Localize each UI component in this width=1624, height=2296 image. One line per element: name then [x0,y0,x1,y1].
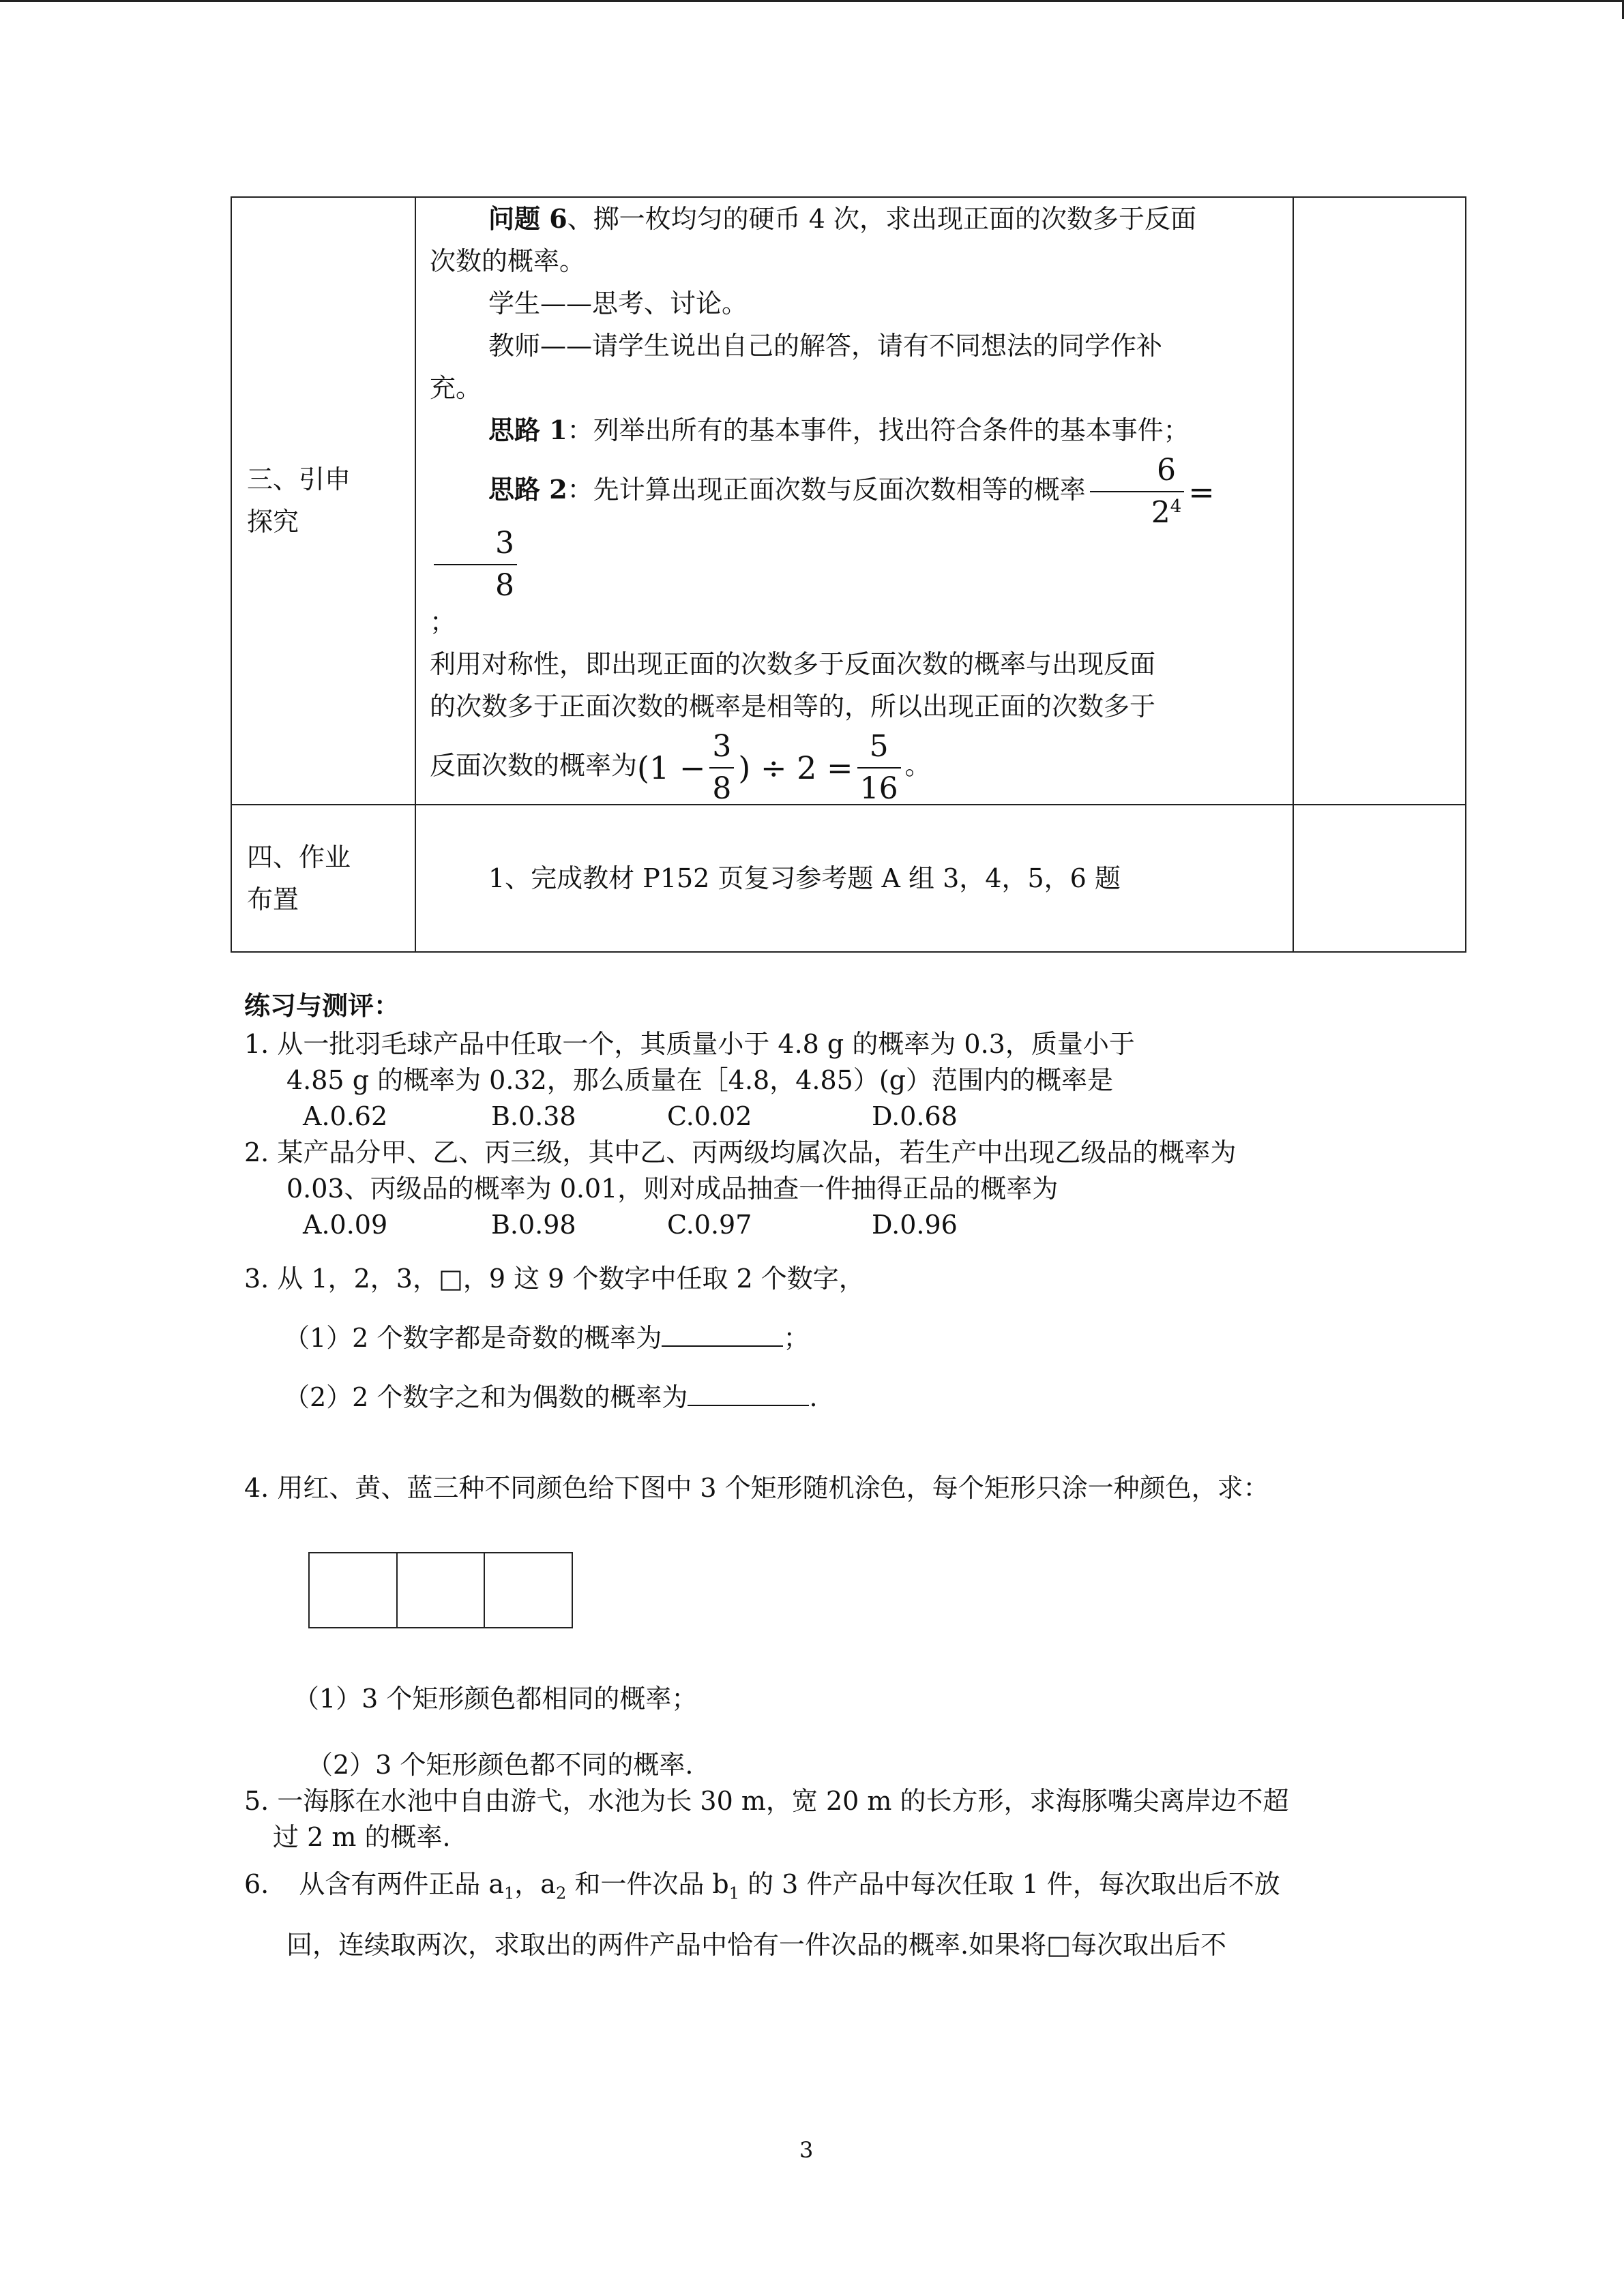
subscript: 1 [504,1883,515,1903]
problem-statement [430,198,1286,240]
stage-label-cont: 布置 [247,884,299,914]
question-2-line: 2. 某产品分甲、乙、丙三级，其中乙、丙两级均属次品，若生产中出现乙级品的概率为 [244,1137,1237,1167]
result-suffix: 。 [904,750,931,781]
teacher-line: 教师——请学生说出自己的解答，请有不同想法的同学作补 [488,331,1163,361]
result-open: (1 − [637,749,706,786]
question-1-options [244,1099,1404,1135]
idea-2-text: ：先计算出现正面次数与反面次数相等的概率 [567,474,1086,505]
question-2-line: 0.03、丙级品的概率为 0.01，则对成品抽查一件抽得正品的概率为 [286,1174,1059,1204]
fraction-numerator: 5 [857,732,901,769]
q6-text: 从含有两件正品 a [299,1869,505,1899]
question-4-sub-2: （2）3 个矩形颜色都不同的概率. [307,1750,694,1780]
idea-2 [430,453,1286,603]
three-rectangles-figure [308,1552,573,1628]
stage-label: 三、引申 [247,464,351,495]
option: B.0.98 [491,1210,576,1240]
symmetry-line: 利用对称性，即出现正面的次数多于反面次数的概率与出现反面 [430,648,1156,679]
teacher-line-cont: 充。 [430,373,482,403]
content-cell [415,197,1293,805]
stage-cell [231,805,415,952]
problem-text: 、掷一枚均匀的硬币 4 次，求出现正面的次数多于反面 [567,204,1197,234]
content-cell [415,805,1293,952]
stage-cell [231,197,415,805]
q6-text: 和一件次品 b [566,1869,729,1899]
question-4-sub-1: （1）3 个矩形颜色都相同的概率； [293,1684,698,1714]
fraction-numerator: 3 [434,528,517,565]
sub-question-text: （2）2 个数字之和为偶数的概率为 [284,1382,688,1412]
question-3-line: 3. 从 1，2，3，□，9 这 9 个数字中任取 2 个数字， [244,1264,865,1294]
option: D.0.96 [872,1210,958,1240]
question-6-line: 回，连续取两次，求取出的两件产品中恰有一件次品的概率.如果将□每次取出后不 [286,1929,1226,1960]
exercises-section [244,987,1404,1963]
fraction-numerator: 6 [1090,456,1185,492]
rectangle [485,1553,572,1627]
fraction-three-eighths [709,728,734,806]
result-prefix: 反面次数的概率为 [430,750,638,781]
result-mid: ) ÷ 2 = [738,749,853,786]
result-line [430,728,1286,806]
option: C.0.02 [667,1101,752,1131]
question-3-sub-1 [244,1320,1404,1356]
fraction-equal-prob [1090,453,1185,531]
page-number: 3 [799,2137,814,2163]
equals-sign: = [1188,473,1215,511]
rectangle [398,1553,486,1627]
stage-label-cont: 探究 [247,507,299,537]
question-5-line: 过 2 m 的概率. [273,1822,451,1852]
table-row [231,197,1466,805]
question-3-sub-2 [244,1380,1404,1416]
problem-text-cont: 次数的概率。 [430,246,586,276]
student-line: 学生——思考、讨论。 [488,288,748,318]
answer-blank [688,1380,809,1406]
notes-cell [1293,805,1466,952]
q6-text: 的 3 件产品中每次任取 1 件，每次取出后不放 [739,1869,1280,1899]
question-5-line: 5. 一海豚在水池中自由游弋，水池为长 30 m，宽 20 m 的长方形，求海豚嘴尖离岸边不超 [244,1786,1289,1816]
option: B.0.38 [491,1101,576,1131]
subscript: 2 [555,1883,567,1903]
fraction-denominator: 16 [859,771,898,806]
option: A.0.09 [303,1210,388,1240]
fraction-denominator: 8 [712,771,732,806]
stage-label: 四、作业 [247,841,351,872]
fraction-five-sixteenths [857,728,901,806]
option: C.0.97 [667,1210,752,1240]
rectangle [310,1553,398,1627]
option: D.0.68 [872,1101,958,1131]
fraction-denominator: 8 [495,567,514,603]
lesson-table [231,196,1466,953]
option: A.0.62 [303,1101,388,1131]
sub-question-suffix: ； [783,1323,810,1353]
exercises-title: 练习与测评： [244,990,400,1021]
idea-1-label: 思路 1 [488,415,567,445]
fraction-numerator: 3 [709,732,734,769]
q6-text: ，a [514,1869,556,1899]
answer-blank [662,1321,783,1347]
notes-cell [1293,197,1466,805]
idea-1-text: ：列举出所有的基本事件，找出符合条件的基本事件； [567,415,1190,445]
question-6-line [244,1866,1404,1912]
question-2-options [244,1207,1404,1243]
fraction-result [434,525,517,603]
page-top-rule [0,0,1624,2]
subscript: 1 [728,1883,739,1903]
question-4-line: 4. 用红、黄、蓝三种不同颜色给下图中 3 个矩形随机涂色，每个矩形只涂一种颜色，求： [244,1473,1269,1503]
symmetry-line: 的次数多于正面次数的概率是相等的，所以出现正面的次数多于 [430,691,1156,721]
question-1-line: 4.85 g 的概率为 0.32，那么质量在［4.8，4.85）(g）范围内的概率是 [286,1065,1113,1095]
sub-question-suffix: . [809,1382,818,1412]
idea-2-label: 思路 2 [488,473,567,505]
problem-label: 问题 6 [488,203,567,234]
fraction-denominator: $2^4$ [1151,495,1182,531]
question-number: 6. [244,1869,269,1899]
table-row [231,805,1466,952]
semicolon: ； [430,606,456,637]
question-1-line: 1. 从一批羽毛球产品中任取一个，其质量小于 4.8 g 的概率为 0.3，质量小于 [244,1029,1135,1059]
sub-question-text: （1）2 个数字都是奇数的概率为 [284,1323,662,1353]
idea-1 [430,409,1286,451]
homework-text: 1、完成教材 P152 页复习参考题 A 组 3，4，5，6 题 [488,863,1121,893]
